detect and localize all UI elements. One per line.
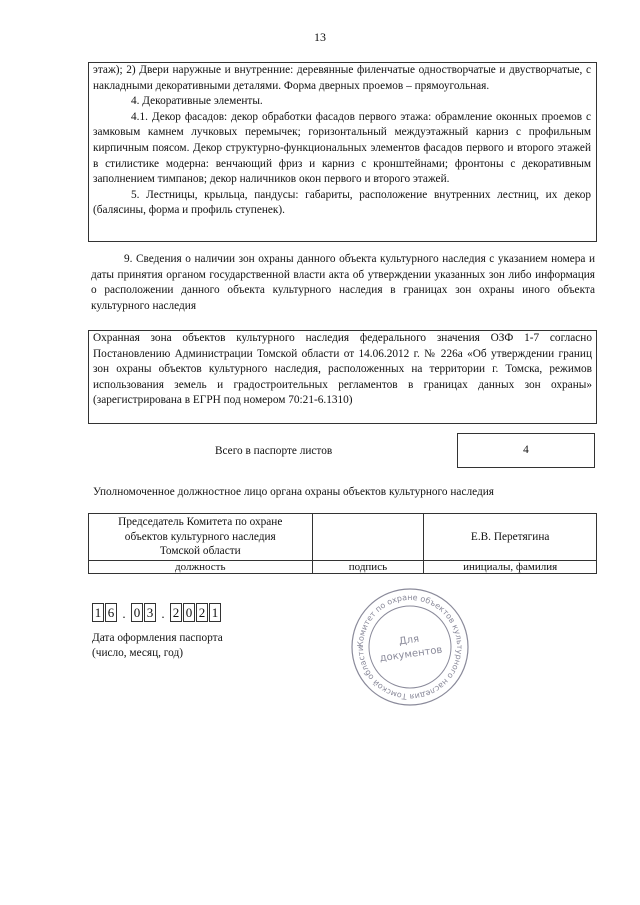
name-cell: Е.В. Перетягина	[424, 514, 597, 561]
date-year-digit: 1	[209, 603, 221, 622]
date-year-digit: 2	[196, 603, 208, 622]
date-month-digit: 0	[131, 603, 143, 622]
position-line-3: Томской области	[159, 545, 241, 558]
description-box	[88, 62, 597, 242]
official-heading: Уполномоченное должностное лицо органа охраны объектов культурного наследия	[93, 486, 494, 498]
stamp-center-line-1: Для	[398, 633, 420, 648]
signature-table	[88, 513, 597, 574]
sheets-count-value: 4	[457, 433, 595, 468]
date-separator: .	[161, 606, 165, 621]
date-day-digit: 1	[92, 603, 104, 622]
position-line-1: Председатель Комитета по охране	[118, 516, 283, 529]
facade-decor-paragraph: 4.1. Декор фасадов: декор обработки фасадов первого этажа: обрамление оконных проемов с замковым камнем лучковых перемычек; горизонтальный междуэтажный карниз с профильным кирпичным поясом. Декор структурно-функциональных элементов фасадов первого и второго этажей в стилистике модерна: венчающий фриз и карниз с кронштейнами; фронтоны с декоративным заполнением тимпанов; декор наличников окон первого и второго этажей.	[93, 110, 591, 186]
date-separator: .	[122, 606, 126, 621]
doors-paragraph: этаж); 2) Двери наружные и внутренние: деревянные филенчатые одностворчатые и двустворчатые, с накладными декоративными деталями. Форма дверных проемов – прямоугольная.	[93, 64, 591, 92]
official-stamp	[350, 585, 470, 710]
date-day-digit: 6	[105, 603, 117, 622]
protection-zone-text: Охранная зона объектов культурного наследия федерального значения ОЗФ 1-7 согласно Постановлению Администрации Томской области от 14.06.2012 г. № 226а «Об утверждении границ зон охраны объектов культурного наследия, расположенных на территории г. Томска, режимов использования земель и градостроительных регламентов в границах данных зон охраны» (зарегистрирована в ЕГРН под номером 70:21-6.1310)	[93, 332, 592, 407]
position-cell	[89, 514, 313, 561]
date-caption	[92, 631, 223, 661]
protection-zone-box	[88, 330, 597, 424]
signature-cell	[312, 514, 424, 561]
date-caption-line-1: Дата оформления паспорта	[92, 632, 223, 644]
position-line-2: объектов культурного наследия	[124, 530, 276, 543]
name-caption: инициалы, фамилия	[424, 561, 597, 574]
sheets-count-label: Всего в паспорте листов	[215, 445, 333, 457]
stamp-center-line-2: документов	[379, 644, 444, 665]
section-9-heading: 9. Сведения о наличии зон охраны данного объекта культурного наследия с указанием номера и даты принятия органом государственной власти акта об утверждении указанных зон либо информация о расположении данного объекта культурного наследия в границах зон охраны иного объекта культурного наследия	[91, 253, 595, 312]
decor-heading: 4. Декоративные элементы.	[131, 95, 263, 108]
stamp-ring-text: Комитет по охране объектов культурного наследия Томской области	[355, 592, 465, 702]
stairs-paragraph: 5. Лестницы, крыльца, пандусы: габариты, расположение внутренних лестниц, их декор (балясины, форма и профиль ступенек).	[93, 188, 591, 217]
date-year-digit: 0	[183, 603, 195, 622]
signature-caption: подпись	[312, 561, 424, 574]
position-caption: должность	[89, 561, 313, 574]
date-boxes	[92, 603, 222, 622]
page-number: 13	[314, 30, 326, 44]
date-caption-line-2: (число, месяц, год)	[92, 647, 183, 659]
date-year-digit: 2	[170, 603, 182, 622]
date-month-digit: 3	[144, 603, 156, 622]
